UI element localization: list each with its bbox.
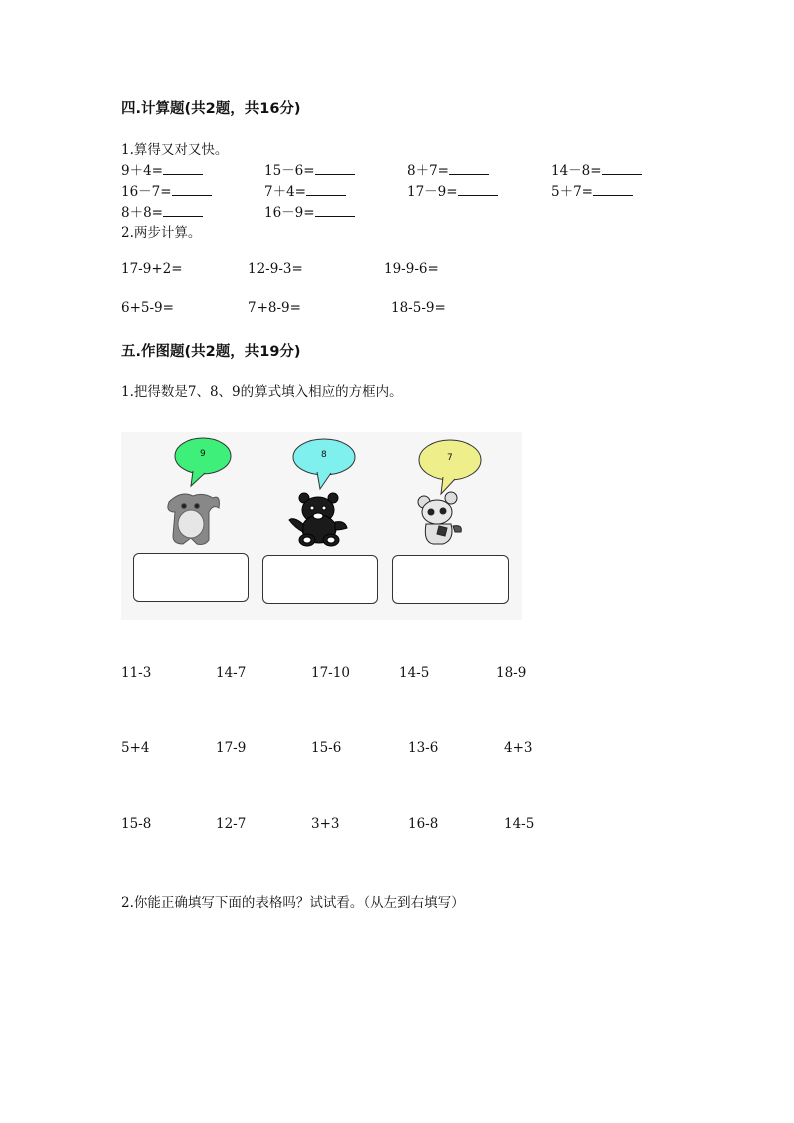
answer-box-9[interactable] <box>133 553 249 602</box>
calc-item: 8＋8= <box>121 201 203 221</box>
bubble-number-7: 7 <box>447 453 453 463</box>
expression: 14-7 <box>216 665 247 681</box>
answer-box-7[interactable] <box>392 555 509 604</box>
calc-item: 15－6= <box>264 159 355 179</box>
two-step-item: 18-5-9= <box>391 300 446 316</box>
answer-blank[interactable] <box>602 162 642 175</box>
expression: 12-7 <box>216 816 247 832</box>
expression: 14-5 <box>504 816 535 832</box>
answer-blank[interactable] <box>163 204 203 217</box>
speech-bubble-8 <box>293 439 355 489</box>
answer-box-8[interactable] <box>262 555 378 604</box>
s5-q1-prompt: 1.把得数是7、8、9的算式填入相应的方框内。 <box>121 384 403 400</box>
section5-title: 五.作图题(共2题，共19分) <box>121 344 301 360</box>
answer-blank[interactable] <box>315 204 355 217</box>
two-step-item: 19-9-6= <box>384 261 439 277</box>
expression: 15-8 <box>121 816 152 832</box>
calc-item: 16－7= <box>121 180 212 200</box>
two-step-item: 12-9-3= <box>248 261 303 277</box>
answer-blank[interactable] <box>315 162 355 175</box>
answer-blank[interactable] <box>172 183 212 196</box>
answer-blank[interactable] <box>163 162 203 175</box>
expression: 5+4 <box>121 740 150 756</box>
bubble-number-9: 9 <box>200 449 206 459</box>
expression: 14-5 <box>399 665 430 681</box>
creature-figure <box>168 494 220 545</box>
two-step-item: 6+5-9= <box>121 300 174 316</box>
expression: 18-9 <box>496 665 527 681</box>
answer-blank[interactable] <box>306 183 346 196</box>
calc-item: 16－9= <box>264 201 355 221</box>
bear-figure <box>289 493 347 546</box>
answer-blank[interactable] <box>458 183 498 196</box>
expression: 11-3 <box>121 665 152 681</box>
calc-item: 17－9= <box>407 180 498 200</box>
answer-blank[interactable] <box>593 183 633 196</box>
q1-prompt: 1.算得又对又快。 <box>121 142 229 158</box>
calc-item: 5＋7= <box>551 180 633 200</box>
expression: 3+3 <box>311 816 340 832</box>
answer-blank[interactable] <box>449 162 489 175</box>
section4-title: 四.计算题(共2题，共16分) <box>121 101 301 117</box>
expression: 17-10 <box>311 665 350 681</box>
calc-item: 9＋4= <box>121 159 203 179</box>
expression: 13-6 <box>408 740 439 756</box>
q2-prompt: 2.两步计算。 <box>121 225 202 241</box>
mouse-figure <box>418 492 461 544</box>
calc-item: 7＋4= <box>264 180 346 200</box>
speech-bubble-7 <box>419 440 481 494</box>
s5-q2-prompt: 2.你能正确填写下面的表格吗？试试看。（从左到右填写） <box>121 895 465 911</box>
calc-item: 8＋7= <box>407 159 489 179</box>
expression: 16-8 <box>408 816 439 832</box>
expression: 17-9 <box>216 740 247 756</box>
expression: 4+3 <box>504 740 533 756</box>
bubble-number-8: 8 <box>321 450 327 460</box>
animals-illustration <box>121 432 522 620</box>
expression: 15-6 <box>311 740 342 756</box>
speech-bubble-9 <box>175 438 231 486</box>
two-step-item: 17-9+2= <box>121 261 183 277</box>
calc-item: 14－8= <box>551 159 642 179</box>
two-step-item: 7+8-9= <box>248 300 301 316</box>
